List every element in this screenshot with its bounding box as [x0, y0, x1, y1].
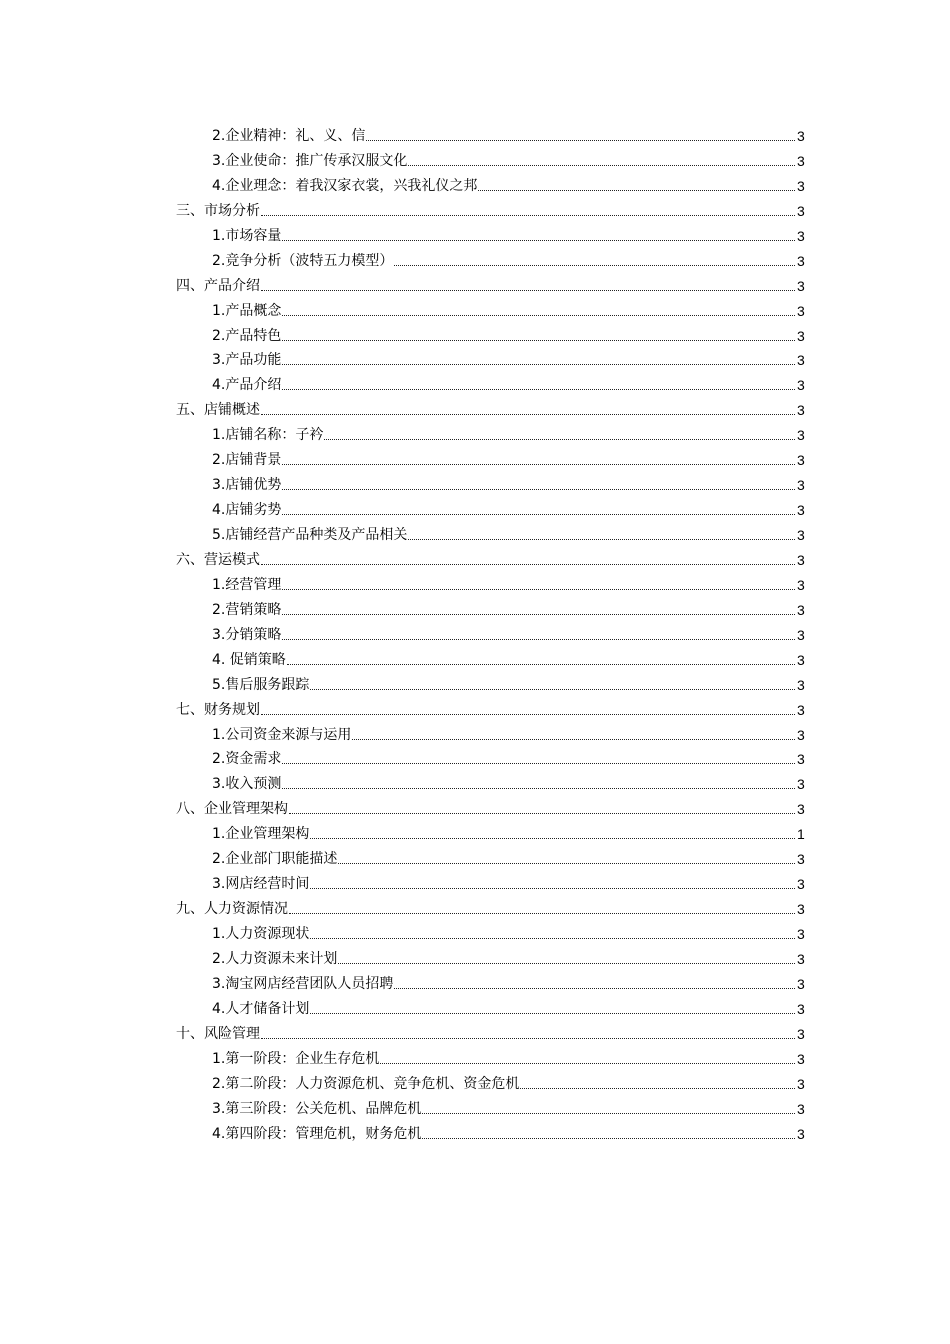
toc-dot-leader [282, 614, 795, 615]
toc-section-entry[interactable] [0, 274, 950, 299]
toc-entry-label: 4.企业理念：着我汉家衣裳，兴我礼仪之邦 [212, 177, 478, 194]
toc-entry-label: 七、财务规划 [176, 701, 260, 718]
toc-entry-label: 六、营运模式 [176, 551, 260, 568]
toc-dot-leader [338, 963, 795, 964]
toc-dot-leader [310, 938, 795, 939]
toc-page-number: 3 [797, 477, 805, 494]
toc-subsection-entry[interactable] [0, 423, 950, 448]
toc-page-number: 3 [797, 651, 805, 668]
toc-subsection-entry[interactable] [0, 847, 950, 872]
toc-page-number: 1 [797, 826, 805, 843]
toc-entry-label: 1.公司资金来源与运用 [212, 726, 352, 743]
toc-page-number: 3 [797, 377, 805, 394]
toc-page-number: 3 [797, 626, 805, 643]
toc-entry-label: 4.第四阶段：管理危机，财务危机 [212, 1125, 422, 1142]
toc-subsection-entry[interactable] [0, 598, 950, 623]
toc-subsection-entry[interactable] [0, 224, 950, 249]
toc-subsection-entry[interactable] [0, 448, 950, 473]
toc-dot-leader [282, 240, 795, 241]
toc-entry-label: 4.店铺劣势 [212, 502, 282, 519]
toc-subsection-entry[interactable] [0, 124, 950, 149]
toc-entry-label: 4.产品介绍 [212, 377, 282, 394]
toc-entry-label: 2.店铺背景 [212, 452, 282, 469]
toc-page-number: 3 [797, 751, 805, 768]
toc-subsection-entry[interactable] [0, 947, 950, 972]
toc-page-number: 3 [797, 202, 805, 219]
toc-subsection-entry[interactable] [0, 573, 950, 598]
toc-dot-leader [282, 589, 795, 590]
toc-dot-leader [282, 489, 795, 490]
toc-subsection-entry[interactable] [0, 373, 950, 398]
toc-entry-label: 1.产品概念 [212, 302, 282, 319]
toc-section-entry[interactable] [0, 698, 950, 723]
toc-page-number: 3 [797, 277, 805, 294]
toc-dot-leader [282, 364, 795, 365]
toc-entry-label: 4.人才储备计划 [212, 1000, 310, 1017]
toc-entry-label: 2.人力资源未来计划 [212, 950, 338, 967]
toc-entry-label: 3.企业使命：推广传承汉服文化 [212, 152, 408, 169]
toc-subsection-entry[interactable] [0, 523, 950, 548]
toc-entry-label: 1.人力资源现状 [212, 926, 310, 942]
toc-dot-leader [324, 439, 795, 440]
toc-subsection-entry[interactable] [0, 723, 950, 748]
toc-page-number: 3 [797, 128, 805, 144]
toc-section-entry[interactable] [0, 199, 950, 224]
toc-page-number: 3 [797, 452, 805, 469]
toc-page-number: 3 [797, 551, 805, 568]
toc-dot-leader [352, 739, 795, 740]
toc-page-number: 3 [797, 502, 805, 519]
toc-subsection-entry[interactable] [0, 1072, 950, 1097]
toc-dot-leader [282, 464, 795, 465]
toc-entry-label: 五、店铺概述 [176, 402, 260, 419]
toc-entry-label: 1.经营管理 [212, 576, 282, 593]
toc-page-number: 3 [797, 177, 805, 194]
toc-entry-label: 2.资金需求 [212, 751, 282, 768]
toc-page-number: 3 [797, 1050, 805, 1067]
toc-subsection-entry[interactable] [0, 174, 950, 199]
toc-section-entry[interactable] [0, 797, 950, 822]
toc-subsection-entry[interactable] [0, 772, 950, 797]
toc-subsection-entry[interactable] [0, 822, 950, 847]
toc-entry-label: 三、市场分析 [176, 202, 260, 219]
toc-section-entry[interactable] [0, 398, 950, 423]
toc-subsection-entry[interactable] [0, 149, 950, 174]
toc-dot-leader [282, 315, 795, 316]
toc-entry-label: 2.营销策略 [212, 601, 282, 618]
toc-entry-label: 4. 促销策略 [212, 651, 286, 668]
toc-page-number: 3 [797, 352, 805, 369]
toc-dot-leader [287, 664, 795, 665]
toc-page-number: 3 [797, 327, 805, 344]
toc-entry-label: 2.第二阶段：人力资源危机、竞争危机、资金危机 [212, 1075, 520, 1092]
toc-dot-leader [408, 539, 795, 540]
toc-dot-leader [394, 988, 795, 989]
toc-dot-leader [282, 639, 795, 640]
toc-dot-leader [478, 190, 795, 191]
toc-subsection-entry[interactable] [0, 473, 950, 498]
toc-entry-label: 十、风险管理 [176, 1025, 260, 1042]
toc-page-number: 3 [797, 427, 805, 444]
toc-page-number: 3 [797, 701, 805, 718]
toc-section-entry[interactable] [0, 548, 950, 573]
toc-entry-label: 3.店铺优势 [212, 477, 282, 494]
toc-page-number: 3 [797, 851, 805, 868]
toc-page-number: 3 [797, 252, 805, 269]
toc-dot-leader [282, 788, 795, 789]
toc-subsection-entry[interactable] [0, 972, 950, 997]
toc-entry-label: 1.第一阶段：企业生存危机 [212, 1050, 380, 1067]
table-of-contents [0, 124, 950, 1146]
toc-entry-label: 2.企业部门职能描述 [212, 851, 338, 868]
toc-dot-leader [261, 564, 795, 565]
toc-subsection-entry[interactable] [0, 747, 950, 772]
toc-entry-label: 2.产品特色 [212, 327, 282, 344]
toc-entry-label: 3.收入预测 [212, 776, 282, 793]
toc-page-number: 3 [797, 227, 805, 244]
toc-section-entry[interactable] [0, 897, 950, 922]
toc-dot-leader [261, 414, 795, 415]
toc-subsection-entry[interactable] [0, 872, 950, 897]
toc-dot-leader [408, 165, 795, 166]
toc-dot-leader [338, 863, 795, 864]
toc-dot-leader [310, 1013, 795, 1014]
toc-page-number: 3 [797, 527, 805, 543]
toc-entry-label: 四、产品介绍 [176, 277, 260, 294]
toc-dot-leader [422, 1138, 795, 1139]
toc-page-number: 3 [797, 1025, 805, 1042]
toc-dot-leader [261, 290, 795, 291]
toc-page-number: 3 [797, 1000, 805, 1017]
toc-dot-leader [520, 1088, 795, 1089]
toc-dot-leader [261, 714, 795, 715]
toc-subsection-entry[interactable] [0, 623, 950, 648]
toc-entry-label: 5.店铺经营产品种类及产品相关 [212, 527, 408, 543]
toc-dot-leader [261, 1038, 795, 1039]
toc-entry-label: 3.产品功能 [212, 352, 282, 369]
toc-page-number: 3 [797, 975, 805, 992]
toc-subsection-entry[interactable] [0, 249, 950, 274]
toc-dot-leader [380, 1063, 795, 1064]
toc-page-number: 3 [797, 801, 805, 818]
toc-subsection-entry[interactable] [0, 1047, 950, 1072]
toc-dot-leader [310, 888, 795, 889]
toc-subsection-entry[interactable] [0, 348, 950, 373]
toc-entry-label: 3.淘宝网店经营团队人员招聘 [212, 975, 394, 992]
toc-subsection-entry[interactable] [0, 922, 950, 947]
toc-subsection-entry[interactable] [0, 299, 950, 324]
toc-dot-leader [310, 689, 795, 690]
toc-page-number: 3 [797, 876, 805, 893]
toc-entry-label: 2.竞争分析（波特五力模型） [212, 252, 394, 269]
toc-entry-label: 3.第三阶段：公关危机、品牌危机 [212, 1100, 422, 1117]
toc-page-number: 3 [797, 926, 805, 942]
toc-page-number: 3 [797, 1125, 805, 1142]
toc-page-number: 3 [797, 726, 805, 743]
toc-entry-label: 5.售后服务跟踪 [212, 676, 310, 693]
toc-page-number: 3 [797, 676, 805, 693]
toc-page-number: 3 [797, 601, 805, 618]
toc-entry-label: 3.分销策略 [212, 626, 282, 643]
toc-subsection-entry[interactable] [0, 673, 950, 698]
toc-entry-label: 3.网店经营时间 [212, 876, 310, 893]
toc-subsection-entry[interactable] [0, 997, 950, 1022]
toc-page-number: 3 [797, 402, 805, 419]
toc-subsection-entry[interactable] [0, 498, 950, 523]
toc-entry-label: 1.店铺名称：子衿 [212, 427, 324, 444]
toc-dot-leader [366, 140, 795, 141]
toc-dot-leader [282, 340, 795, 341]
toc-dot-leader [310, 838, 795, 839]
toc-dot-leader [289, 913, 795, 914]
toc-section-entry[interactable] [0, 1022, 950, 1047]
toc-entry-label: 1.企业管理架构 [212, 826, 310, 843]
toc-subsection-entry[interactable] [0, 324, 950, 349]
toc-page-number: 3 [797, 152, 805, 169]
toc-page-number: 3 [797, 776, 805, 793]
toc-entry-label: 1.市场容量 [212, 227, 282, 244]
toc-page-number: 3 [797, 901, 805, 918]
toc-dot-leader [422, 1113, 795, 1114]
toc-dot-leader [261, 215, 795, 216]
toc-entry-label: 九、人力资源情况 [176, 901, 288, 918]
toc-subsection-entry[interactable] [0, 1122, 950, 1147]
toc-subsection-entry[interactable] [0, 648, 950, 673]
toc-page-number: 3 [797, 1100, 805, 1117]
toc-entry-label: 2.企业精神：礼、义、信 [212, 128, 366, 144]
toc-dot-leader [282, 514, 795, 515]
toc-dot-leader [289, 813, 795, 814]
toc-dot-leader [282, 389, 795, 390]
toc-page-number: 3 [797, 1075, 805, 1092]
toc-dot-leader [394, 265, 795, 266]
toc-page-number: 3 [797, 302, 805, 319]
toc-page-number: 3 [797, 576, 805, 593]
toc-dot-leader [282, 763, 795, 764]
toc-subsection-entry[interactable] [0, 1097, 950, 1122]
toc-page-number: 3 [797, 950, 805, 967]
toc-entry-label: 八、企业管理架构 [176, 801, 288, 818]
